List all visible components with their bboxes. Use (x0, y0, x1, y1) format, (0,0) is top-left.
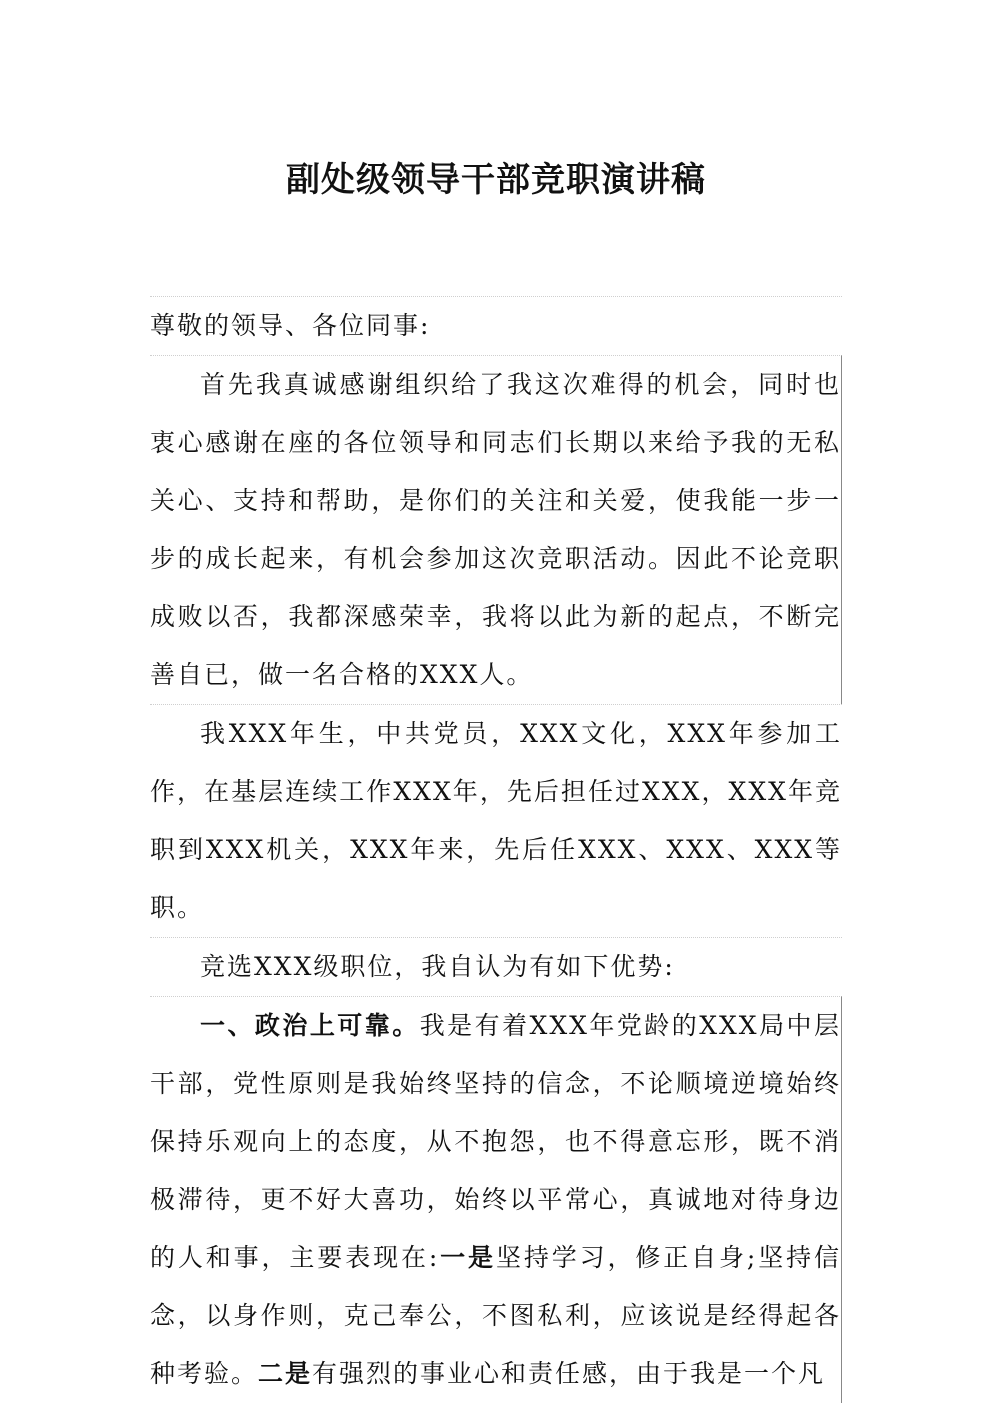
point-text-2: 有强烈的事业心和责任感，由于我是一个凡 (312, 1359, 826, 1388)
point-label-1: 一是 (439, 1243, 496, 1272)
paragraph-background: 我XXX年生，中共党员，XXX文化，XXX年参加工作，在基层连续工作XXX年，先后担任过XXX，XXX年竞职到XXX机关，XXX年来，先后任XXX、XXX、XXX等职。 (150, 704, 842, 937)
salutation: 尊敬的领导、各位同事: (150, 296, 842, 355)
document-title: 副处级领导干部竞职演讲稿 (286, 160, 706, 200)
document-body (150, 296, 842, 1403)
paragraph-advantages-intro: 竞选XXX级职位，我自认为有如下优势: (150, 937, 842, 996)
section-text: 我是有着XXX年党龄的XXX局中层干部，党性原则是我始终坚持的信念，不论顺境逆境始终保持乐观向上的态度，从不抱怨，也不得意忘形，既不消极滞待，更不好大喜功，始终以平常心，真诚地对待身边的人和事，主要表现在: (150, 1011, 841, 1272)
paragraph-thanks: 首先我真诚感谢组织给了我这次难得的机会，同时也衷心感谢在座的各位领导和同志们长期以来给予我的无私关心、支持和帮助，是你们的关注和关爱，使我能一步一步的成长起来，有机会参加这次竞职活动。因此不论竞职成败以否，我都深感荣幸，我将以此为新的起点，不断完善自已，做一名合格的XXX人。 (150, 355, 842, 704)
point-label-2: 二是 (258, 1359, 313, 1388)
point-text-1: 坚持学习，修正自身;坚持信念，以身作则，克己奉公，不图私利，应该说是经得起各种考验。 (150, 1243, 841, 1388)
section-heading: 一、政治上可靠。 (200, 1011, 420, 1040)
paragraph-political-reliability (150, 996, 842, 1403)
